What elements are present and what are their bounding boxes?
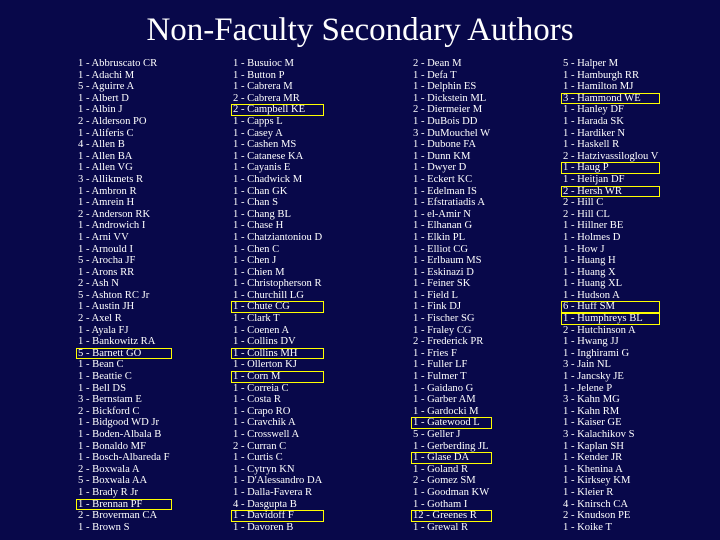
author-entry: 1 - Clark T — [233, 313, 280, 325]
author-entry: 1 - Dubone FA — [413, 139, 477, 151]
author-entry: 1 - Allen BA — [78, 150, 133, 162]
author-entry: 1 - el-Amir N — [413, 208, 471, 220]
highlighted-author-entry: 1 - Glase DA — [411, 452, 492, 464]
author-entry: 1 - Chien M — [233, 266, 285, 278]
author-entry: 3 - DuMouchel W — [413, 127, 491, 139]
highlighted-author-entry: 1 - Davidoff F — [231, 510, 324, 522]
author-entry: 1 - Hardiker N — [563, 127, 626, 139]
author-entry: 1 - Curtis C — [233, 452, 283, 464]
author-entry: 4 - Allen B — [78, 139, 125, 151]
author-entry: 1 - Collins DV — [233, 336, 296, 348]
page-title: Non-Faculty Secondary Authors — [146, 12, 574, 48]
author-entry: 1 - Ollerton KJ — [233, 359, 297, 371]
author-column-4 — [561, 58, 660, 533]
author-entry: 5 - Ashton RC Jr — [78, 289, 150, 301]
author-entry: 2 - Cabrera MR — [233, 92, 300, 104]
author-entry: 1 - Adachi M — [78, 69, 135, 81]
author-entry: 1 - Davoren B — [233, 521, 294, 533]
author-entry: 1 - Huang XL — [563, 278, 623, 290]
author-entry: 1 - Fries F — [413, 347, 457, 359]
author-entry: 1 - Harada SK — [563, 115, 624, 127]
author-entry: 1 - Chadwick M — [233, 173, 303, 185]
author-entry: 2 - Hill C — [563, 197, 604, 209]
author-entry: 1 - Kender JR — [563, 452, 623, 464]
author-entry: 1 - Elhanan G — [413, 220, 473, 232]
author-entry: 2 - Diermeier M — [413, 104, 483, 116]
author-entry: 1 - Chan GK — [233, 185, 288, 197]
author-entry: 1 - Dunn KM — [413, 150, 471, 162]
author-entry: 2 - Bickford C — [78, 405, 140, 417]
author-entry: 1 - Heitjan DF — [563, 173, 625, 185]
author-entry: 2 - Frederick PR — [413, 336, 484, 348]
author-entry: 1 - Chatziantoniou D — [233, 231, 323, 243]
author-entry: 1 - Chen J — [233, 255, 277, 267]
highlighted-author-entry: 1 - Haug P — [561, 162, 660, 174]
author-entry: 1 - Bonaldo MF — [78, 440, 146, 452]
author-entry: 4 - Knirsch CA — [563, 498, 629, 510]
author-entry: 1 - Boden-Albala B — [78, 429, 162, 440]
author-entry: 1 - Hillner BE — [563, 220, 624, 232]
author-entry: 1 - Huang H — [563, 255, 616, 267]
author-entry: 3 - Bernstam E — [78, 394, 142, 406]
author-entry: 1 - Koike T — [563, 521, 612, 533]
author-entry: 1 - Kleier R — [563, 486, 614, 498]
author-entry: 1 - Elliot CG — [413, 243, 469, 255]
author-entry: 1 - Kahn RM — [563, 405, 620, 417]
author-entry: 1 - Chang BL — [233, 208, 291, 220]
author-entry: 1 - Cytryn KN — [233, 463, 295, 475]
author-entry: 1 - Gotham I — [413, 498, 468, 510]
author-entry: 1 - Button P — [233, 69, 285, 81]
author-entry: 1 - Kirksey KM — [563, 475, 631, 487]
author-entry: 1 - Khenina A — [563, 463, 623, 475]
author-entry: 1 - Arnould I — [78, 243, 134, 255]
author-entry: 1 - DuBois DD — [413, 115, 478, 127]
author-entry: 1 - Bosch-Albareda F — [78, 452, 170, 464]
author-entry: 1 - Churchill LG — [233, 289, 304, 301]
author-column-3 — [411, 58, 492, 533]
author-entry: 1 - Chen C — [233, 243, 280, 255]
author-entry: 1 - Huang X — [563, 266, 616, 278]
author-entry: 1 - Beattie C — [78, 371, 132, 383]
author-entry: 1 - Hamilton MJ — [563, 81, 634, 93]
author-entry: 1 - Dwyer D — [413, 162, 467, 174]
author-entry: 1 - Fraley CG — [413, 324, 472, 336]
author-entry: 1 - Catanese KA — [233, 150, 304, 162]
author-entry: 1 - Gerberding JL — [413, 440, 489, 452]
author-entry: 1 - Ambron R — [78, 185, 137, 197]
author-entry: 1 - Casey A — [233, 127, 283, 139]
author-entry: 1 - Bean C — [78, 359, 124, 371]
author-entry: 1 - Fink DJ — [413, 301, 461, 313]
highlighted-author-entry: 12 - Greenes R — [411, 510, 492, 522]
author-entry: 2 - Boxwala A — [78, 463, 140, 475]
author-entry: 1 - Cayanis E — [233, 162, 291, 174]
author-entry: 5 - Halper M — [563, 58, 619, 69]
author-entry: 1 - Gaidano G — [413, 382, 474, 394]
author-entry: 1 - Garber AM — [413, 394, 476, 406]
author-entry: 1 - Bankowitz RA — [78, 336, 156, 348]
author-entry: 2 - Ash N — [78, 278, 119, 290]
author-entry: 1 - Ayala FJ — [78, 324, 129, 336]
author-entry: 1 - Brown S — [78, 521, 130, 533]
author-entry: 5 - Boxwala AA — [78, 475, 148, 487]
highlighted-author-entry: 5 - Barnett GO — [76, 348, 172, 360]
author-entry: 1 - Allen VG — [78, 162, 133, 174]
author-entry: 1 - Hudson A — [563, 289, 620, 301]
author-entry: 1 - Inghirami G — [563, 347, 630, 359]
author-entry: 1 - Goland R — [413, 463, 469, 475]
author-entry: 1 - Chase H — [233, 220, 284, 232]
author-entry: 1 - Dickstein ML — [413, 92, 487, 104]
author-entry: 1 - Hamburgh RR — [563, 69, 640, 81]
author-entry: 1 - Hwang JJ — [563, 336, 619, 348]
author-entry: 1 - Costa R — [233, 394, 281, 406]
author-entry: 2 - Hill CL — [563, 208, 610, 220]
author-entry: 1 - Albert D — [78, 92, 129, 104]
author-entry: 1 - Cashen MS — [233, 139, 297, 151]
author-entry: 2 - Alderson PO — [78, 115, 147, 127]
author-entry: 4 - Dasgupta B — [233, 498, 297, 510]
author-entry: 1 - Holmes D — [563, 231, 621, 243]
author-entry: 1 - Jancsky JE — [563, 371, 624, 383]
author-entry: 1 - Haskell R — [563, 139, 620, 151]
author-entry: 5 - Geller J — [413, 429, 461, 440]
author-entry: 2 - Curran C — [233, 440, 287, 452]
author-entry: 1 - Cabrera M — [233, 81, 293, 93]
author-entry: 1 - Delphin ES — [413, 81, 477, 93]
highlighted-author-entry: 1 - Chute CG — [231, 301, 324, 313]
author-entry: 1 - Chan S — [233, 197, 279, 209]
author-entry: 2 - Knudson PE — [563, 510, 631, 522]
author-entry: 1 - Eskinazi D — [413, 266, 474, 278]
author-entry: 1 - Edelman IS — [413, 185, 477, 197]
author-entry: 1 - Fischer SG — [413, 313, 475, 325]
highlighted-author-entry: 3 - Hammond WE — [561, 93, 660, 105]
author-entry: 1 - Coenen A — [233, 324, 290, 336]
author-entry: 3 - Allikmets R — [78, 173, 144, 185]
author-entry: 1 - Bidgood WD Jr — [78, 417, 160, 429]
author-entry: 3 - Kalachikov S — [563, 429, 635, 440]
author-entry: 2 - Axel R — [78, 313, 122, 325]
author-entry: 1 - Fulmer T — [413, 371, 467, 383]
author-entry: 3 - Jain NL — [563, 359, 611, 371]
author-entry: 2 - Broverman CA — [78, 510, 158, 522]
author-entry: 1 - Capps L — [233, 115, 283, 127]
author-entry: 1 - Field L — [413, 289, 459, 301]
highlighted-author-entry: 2 - Hersh WR — [561, 186, 660, 198]
author-entry: 1 - Arons RR — [78, 266, 135, 278]
author-entry: 1 - Defa T — [413, 69, 457, 81]
highlighted-author-entry: 2 - Campbell KE — [231, 104, 324, 116]
author-entry: 1 - Kaiser GE — [563, 417, 622, 429]
author-entry: 1 - Gardocki M — [413, 405, 479, 417]
author-entry: 1 - Austin JH — [78, 301, 135, 313]
author-entry: 1 - Goodman KW — [413, 486, 490, 498]
author-entry: 1 - Elkin PL — [413, 231, 466, 243]
author-entry: 2 - Anderson RK — [78, 208, 151, 220]
author-entry: 1 - Erlbaum MS — [413, 255, 482, 267]
author-entry: 2 - Hatzivassiloglou V — [563, 150, 659, 162]
author-column-2 — [231, 58, 324, 533]
author-entry: 1 - Dalla-Favera R — [233, 486, 313, 498]
author-entry: 1 - Eckert KC — [413, 173, 473, 185]
author-entry: 1 - Abbruscato CR — [78, 58, 158, 69]
author-entry: 1 - Cravchik A — [233, 417, 296, 429]
author-entry: 1 - Christopherson R — [233, 278, 322, 290]
author-entry: 2 - Dean M — [413, 58, 462, 69]
author-entry: 1 - Feiner SK — [413, 278, 471, 290]
highlighted-author-entry: 1 - Humphreys BL — [561, 313, 660, 325]
author-entry: 1 - Fuller LF — [413, 359, 468, 371]
author-entry: 1 - Busuioc M — [233, 58, 294, 69]
author-entry: 1 - Aliferis C — [78, 127, 134, 139]
author-entry: 1 - Crapo RO — [233, 405, 291, 417]
author-entry: 1 - Bell DS — [78, 382, 126, 394]
author-entry: 2 - Gomez SM — [413, 475, 476, 487]
highlighted-author-entry: 1 - Collins MH — [231, 348, 324, 360]
highlighted-author-entry: 6 - Huff SM — [561, 301, 660, 313]
author-entry: 1 - Albin J — [78, 104, 123, 116]
author-entry: 1 - Grewal R — [413, 521, 469, 533]
author-entry: 1 - Androwich I — [78, 220, 146, 232]
author-entry: 1 - Brady R Jr — [78, 486, 139, 498]
author-entry: 1 - Crosswell A — [233, 429, 300, 440]
author-entry: 1 - Efstratiadis A — [413, 197, 486, 209]
author-entry: 1 - D'Alessandro DA — [233, 475, 323, 487]
author-entry: 3 - Kahn MG — [563, 394, 620, 406]
author-entry: 2 - Hutchinson A — [563, 324, 636, 336]
highlighted-author-entry: 1 - Gatewood L — [411, 417, 492, 429]
highlighted-author-entry: 1 - Corn M — [231, 371, 324, 383]
author-entry: 1 - Kaplan SH — [563, 440, 624, 452]
author-entry: 1 - Hanley DF — [563, 104, 624, 116]
author-entry: 5 - Aguirre A — [78, 81, 135, 93]
author-entry: 1 - Correia C — [233, 382, 289, 394]
author-column-1 — [76, 58, 172, 533]
author-entry: 1 - Jelene P — [563, 382, 613, 394]
author-entry: 1 - How J — [563, 243, 605, 255]
author-entry: 1 - Arni VV — [78, 231, 129, 243]
author-entry: 5 - Arocha JF — [78, 255, 136, 267]
highlighted-author-entry: 1 - Brennan PF — [76, 499, 172, 511]
author-entry: 1 - Amrein H — [78, 197, 135, 209]
